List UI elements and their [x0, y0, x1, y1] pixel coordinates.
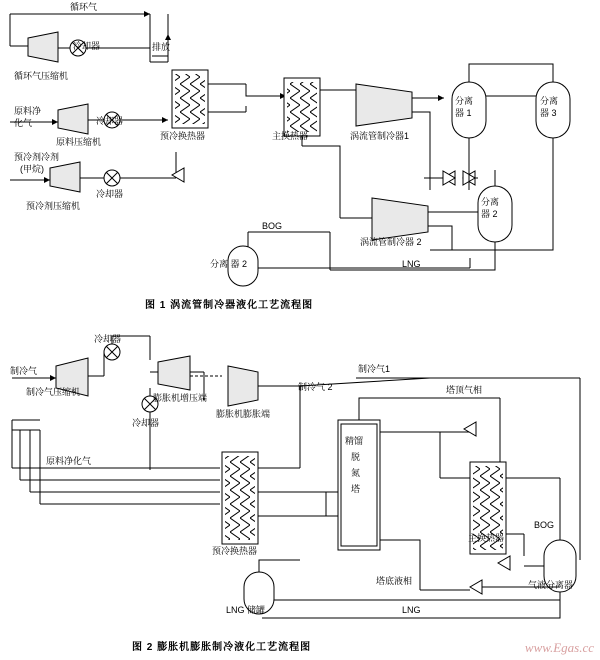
equipment-label-separator-2-num: 器 2 [481, 209, 498, 219]
equipment-label-feed-gas-compressor: 原料压缩机 [56, 137, 102, 147]
equipment-label-main-heat-exchanger-fig2: 主换热器 [468, 533, 505, 543]
equipment-label-lng-tank-fig2: LNG 储罐 [226, 605, 266, 615]
equipment-label-distillation-tower-3: 氮 [351, 468, 361, 478]
equipment-label-recycle-gas-compressor: 循环气压缩机 [14, 71, 69, 81]
equipment-label-precool-heat-exchanger-fig2: 预冷换热器 [212, 546, 258, 556]
equipment-label-cooler-5: 冷却器 [132, 418, 160, 428]
stream-label-refrigerant-gas-1: 制冷气1 [358, 364, 391, 374]
stream-label-tower-bottom-liquid: 塔底液相 [376, 576, 413, 586]
equipment-label-distillation-tower-2: 脱 [351, 452, 361, 462]
figure-2-caption: 图 2 膨胀机膨胀制冷液化工艺流程图 [132, 642, 312, 653]
equipment-label-refrigerant-gas-compressor: 制冷气压缩机 [26, 387, 81, 397]
equipment-label-distillation-tower-1: 精馏 [345, 436, 364, 446]
equipment-label-main-heat-exchanger: 主换热器 [272, 131, 309, 141]
stream-label-feed-gas-clean: 原料净 [14, 106, 42, 116]
equipment-label-expander-expansion-end: 膨胀机膨胀端 [216, 409, 271, 419]
stream-label-precool-refrigerant: 预冷剂冷剂 [14, 152, 60, 162]
equipment-label-gas-liquid-separator: 气液分离器 [528, 580, 574, 590]
equipment-label-separator-2: 分离 [481, 197, 500, 207]
stream-label-bog: BOG [262, 221, 283, 231]
stream-label-precool-refrigerant-2: (甲烷) [20, 164, 44, 174]
stream-label-vent: 排放 [152, 42, 171, 52]
stream-label-refrigerant-gas: 制冷气 [10, 366, 38, 376]
equipment-label-vortex-tube-cooler-1: 涡流管制冷器1 [350, 131, 410, 141]
equipment-label-expander-booster-end: 膨胀机增压端 [153, 393, 208, 403]
stream-label-refrigerant-gas-2: 制冷气 2 [298, 382, 333, 392]
stream-label-lng-fig2: LNG [402, 605, 421, 615]
equipment-label-lng-tank: 分离 器 2 [210, 259, 248, 269]
stream-label-tower-top-gas: 塔顶气相 [446, 385, 483, 395]
equipment-label-distillation-tower-4: 塔 [351, 484, 361, 494]
watermark: www.Egas.cc [524, 640, 594, 655]
figure-1-caption: 图 1 涡流管制冷器液化工艺流程图 [145, 300, 314, 311]
equipment-label-separator-1: 分离 [455, 96, 474, 106]
stream-label-lng: LNG [402, 259, 421, 269]
equipment-label-separator-1-num: 器 1 [455, 108, 472, 118]
stream-label-feed-gas-clean-fig2: 原料净化气 [46, 456, 92, 466]
equipment-label-cooler-1: 冷却器 [73, 41, 101, 51]
stream-label-bog-fig2: BOG [534, 520, 555, 530]
equipment-label-cooler-4: 冷却器 [94, 334, 122, 344]
stream-label-recycle-gas: 循环气 [70, 2, 98, 12]
equipment-label-vortex-tube-cooler-2: 涡流管制冷器 2 [360, 237, 422, 247]
stream-label-feed-gas-clean-2: 化气 [14, 118, 33, 128]
equipment-label-cooler-3: 冷却器 [96, 189, 124, 199]
equipment-label-separator-3: 分离 [540, 96, 559, 106]
equipment-label-precool-refrigerant-compressor: 预冷剂压缩机 [26, 201, 81, 211]
equipment-label-precool-heat-exchanger: 预冷换热器 [160, 131, 206, 141]
equipment-label-cooler-2: 冷却器 [96, 116, 124, 126]
equipment-label-separator-3-num: 器 3 [540, 108, 557, 118]
